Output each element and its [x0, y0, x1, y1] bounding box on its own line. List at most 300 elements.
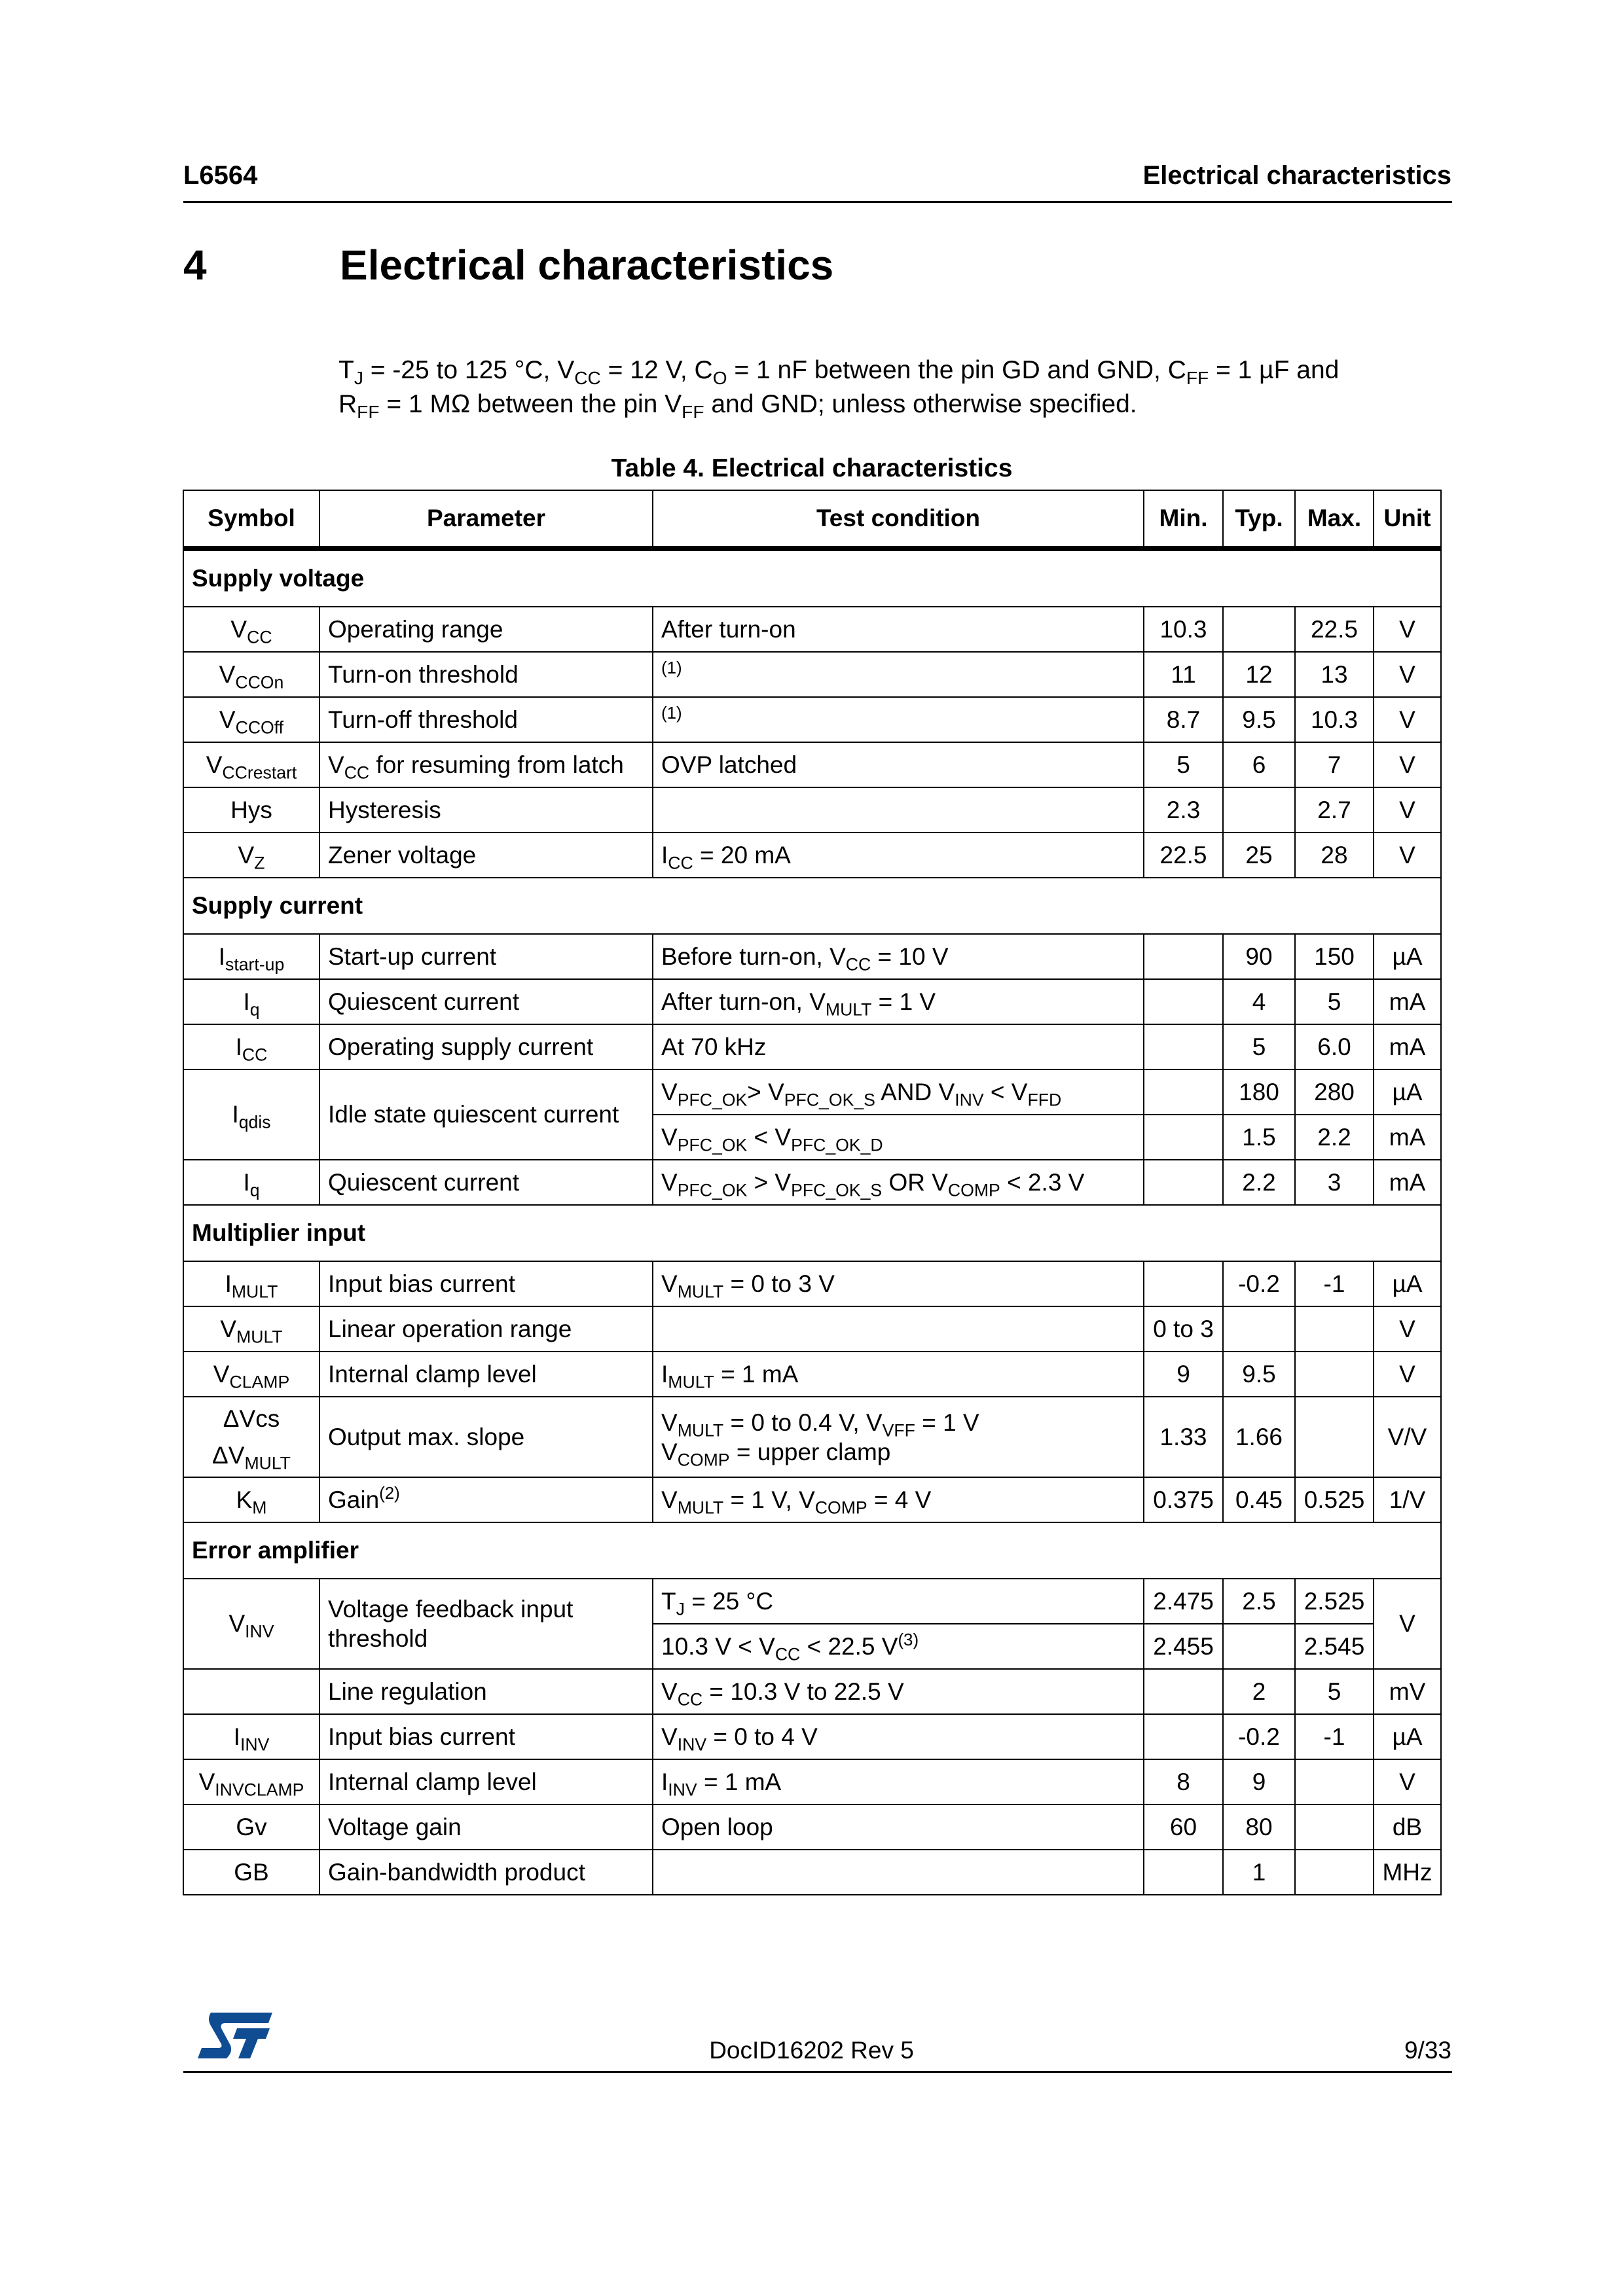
cell-max: 3: [1295, 1160, 1374, 1205]
text-run: for resuming from latch: [369, 751, 624, 778]
cell-test-condition: [653, 1160, 1144, 1205]
cell-symbol: [183, 1477, 319, 1522]
table-row: [183, 1397, 1441, 1477]
cell-min: 8.7: [1144, 697, 1223, 742]
subscript: MULT: [677, 1282, 724, 1302]
table-row: [183, 652, 1441, 697]
text-run: V: [206, 751, 223, 778]
cell-unit: V: [1374, 1352, 1441, 1397]
cell-max: 22.5: [1295, 607, 1374, 652]
subscript: start-up: [225, 954, 285, 975]
cell-test-condition: [653, 1261, 1144, 1306]
text-run: = 20 mA: [693, 841, 791, 869]
cell-typ: 9.5: [1223, 1352, 1295, 1397]
text-run: = 0 to 4 V: [706, 1723, 818, 1750]
footnote-ref: (2): [379, 1484, 400, 1503]
text-run: V: [219, 660, 236, 688]
subscript: Z: [254, 853, 265, 873]
cell-min: 1.33: [1144, 1397, 1223, 1477]
table-row: [183, 697, 1441, 742]
text-run: Voltage feedback input threshold: [328, 1596, 574, 1652]
cell-min: 10.3: [1144, 607, 1223, 652]
cell-parameter: [319, 934, 653, 979]
cell-unit: V: [1374, 652, 1441, 697]
text-run: I: [661, 841, 668, 869]
text-run: V: [228, 1610, 246, 1637]
cell-typ: -0.2: [1223, 1261, 1295, 1306]
cell-unit: V: [1374, 833, 1441, 878]
subscript: CC: [775, 1644, 801, 1664]
text-run: = 1 MΩ between the pin V: [379, 390, 682, 418]
subscript: J: [676, 1599, 685, 1619]
cell-unit: V: [1374, 787, 1441, 833]
cell-min: [1144, 934, 1223, 979]
text-run: > V: [747, 1168, 792, 1196]
cell-unit: V: [1374, 697, 1441, 742]
cell-max: 6.0: [1295, 1024, 1374, 1069]
text-run: Idle state quiescent current: [328, 1101, 619, 1128]
cell-max: 0.525: [1295, 1477, 1374, 1522]
table-row: [183, 1352, 1441, 1397]
cell-unit: µA: [1374, 1714, 1441, 1759]
cell-test-condition: [653, 1024, 1144, 1069]
text-run: Gv: [236, 1813, 267, 1840]
text-run: V: [661, 1486, 678, 1513]
cell-min: 2.455: [1144, 1624, 1223, 1669]
cell-min: [1144, 1714, 1223, 1759]
subscript: O: [712, 367, 727, 388]
footnote-ref: (1): [661, 704, 682, 723]
cell-typ: 12: [1223, 652, 1295, 697]
text-run: Operating range: [328, 615, 503, 643]
text-run: and GND; unless otherwise specified.: [704, 390, 1137, 418]
cell-parameter: [319, 1160, 653, 1205]
subscript: MULT: [236, 1327, 283, 1347]
cell-test-condition: [653, 1397, 1144, 1477]
text-run: Start-up current: [328, 942, 497, 970]
cell-min: 5: [1144, 742, 1223, 787]
text-run: I: [218, 942, 225, 970]
cell-test-condition: [653, 1477, 1144, 1522]
cell-unit: V: [1374, 742, 1441, 787]
text-run: V: [661, 1270, 678, 1297]
subscript: COMP: [814, 1498, 867, 1518]
table-header-row: [183, 490, 1441, 548]
page-header-product: L6564: [183, 161, 258, 190]
text-run: = 1 V: [871, 988, 936, 1015]
text-run: = -25 to 125 °C, V: [363, 356, 575, 384]
cell-max: 10.3: [1295, 697, 1374, 742]
cell-unit: V: [1374, 607, 1441, 652]
subscript: INV: [955, 1090, 984, 1110]
text-run: After turn-on, V: [661, 988, 826, 1015]
cell-max: -1: [1295, 1261, 1374, 1306]
cell-typ: [1223, 1624, 1295, 1669]
text-run: After turn-on: [661, 615, 796, 643]
cell-min: 60: [1144, 1804, 1223, 1850]
table-row: [183, 1477, 1441, 1522]
text-run: V: [219, 706, 236, 733]
cell-typ: 1.5: [1223, 1115, 1295, 1160]
cell-max: 28: [1295, 833, 1374, 878]
cell-symbol: [183, 1714, 319, 1759]
cell-test-condition: [653, 833, 1144, 878]
subscript: qdis: [238, 1112, 271, 1132]
col-header-parameter: Parameter: [319, 490, 653, 548]
cell-unit: µA: [1374, 1261, 1441, 1306]
cell-symbol: [183, 742, 319, 787]
cell-unit: MHz: [1374, 1850, 1441, 1895]
footnote-ref: (1): [661, 658, 682, 677]
cell-parameter: [319, 742, 653, 787]
text-run: I: [233, 1723, 240, 1750]
cell-parameter: [319, 1306, 653, 1352]
text-run: T: [661, 1587, 676, 1615]
text-run: Input bias current: [328, 1723, 515, 1750]
cell-max: 2.2: [1295, 1115, 1374, 1160]
text-run: Internal clamp level: [328, 1360, 537, 1388]
subscript: CC: [242, 1045, 268, 1065]
subscript: VFF: [882, 1420, 915, 1441]
table-row: [183, 979, 1441, 1024]
text-run: V: [213, 1360, 230, 1388]
cell-unit: mV: [1374, 1669, 1441, 1714]
cell-min: [1144, 1669, 1223, 1714]
text-run: V: [238, 841, 255, 869]
cell-parameter: [319, 1024, 653, 1069]
cell-max: [1295, 1850, 1374, 1895]
cell-min: 22.5: [1144, 833, 1223, 878]
subscript: PFC_OK: [677, 1135, 748, 1155]
text-run: V: [198, 1768, 215, 1795]
subscript: FF: [682, 401, 704, 422]
footnote-ref: (3): [898, 1630, 919, 1649]
cell-typ: 9: [1223, 1759, 1295, 1804]
text-run: T: [338, 356, 354, 384]
text-run: = 4 V: [867, 1486, 932, 1513]
text-run: = 1 nF between the pin GD and GND, C: [727, 356, 1186, 384]
cell-unit: mA: [1374, 1115, 1441, 1160]
text-run: OR V: [882, 1168, 948, 1196]
text-run: Gain-bandwidth product: [328, 1858, 585, 1886]
cell-symbol: [183, 607, 319, 652]
text-run: V: [230, 615, 247, 643]
subscript: PFC_OK_S: [791, 1180, 883, 1200]
cell-typ: 9.5: [1223, 697, 1295, 742]
text-run: At 70 kHz: [661, 1033, 767, 1060]
intro-conditions: [338, 353, 1451, 422]
cell-max: 2.7: [1295, 787, 1374, 833]
text-run: Input bias current: [328, 1270, 515, 1297]
subscript: FF: [357, 401, 380, 422]
cell-unit: mA: [1374, 1024, 1441, 1069]
text-run: I: [235, 1033, 242, 1060]
table-row: [183, 1024, 1441, 1069]
text-run: R: [338, 390, 357, 418]
text-run: = 10 V: [871, 942, 949, 970]
col-header-max: Max.: [1295, 490, 1374, 548]
cell-max: 150: [1295, 934, 1374, 979]
subscript: COMP: [947, 1180, 1000, 1200]
text-run: Zener voltage: [328, 841, 477, 869]
cell-symbol: [183, 1804, 319, 1850]
text-run: V: [661, 1078, 678, 1105]
cell-test-condition: [653, 1850, 1144, 1895]
cell-symbol: [183, 1759, 319, 1804]
subscript: J: [354, 367, 363, 388]
cell-test-condition: [653, 1714, 1144, 1759]
cell-symbol: [183, 1160, 319, 1205]
intro-line-2: [338, 387, 1451, 422]
cell-typ: 2.2: [1223, 1160, 1295, 1205]
subscript: CC: [247, 627, 272, 647]
subscript: PFC_OK: [677, 1180, 748, 1200]
text-run: I: [232, 1101, 239, 1128]
cell-min: [1144, 1160, 1223, 1205]
subscript: INV: [245, 1621, 274, 1641]
cell-typ: -0.2: [1223, 1714, 1295, 1759]
text-run: = 1 mA: [714, 1360, 799, 1388]
table-row: [183, 1261, 1441, 1306]
subscript: FF: [1186, 367, 1209, 388]
cell-max: 13: [1295, 652, 1374, 697]
col-header-min: Min.: [1144, 490, 1223, 548]
cell-parameter: [319, 1397, 653, 1477]
text-run: Hysteresis: [328, 796, 441, 823]
text-run: ΔV: [212, 1441, 245, 1469]
subscript: CC: [677, 1689, 703, 1710]
cell-typ: 1: [1223, 1850, 1295, 1895]
text-run: V: [328, 751, 344, 778]
cell-test-condition: [653, 1759, 1144, 1804]
cell-symbol: [183, 1669, 319, 1714]
cell-unit: µA: [1374, 934, 1441, 979]
section-row: [183, 1522, 1441, 1579]
table-body: [183, 548, 1441, 1895]
cell-unit: V: [1374, 1579, 1441, 1669]
cell-parameter: [319, 1804, 653, 1850]
text-run: K: [236, 1486, 253, 1513]
text-run: I: [661, 1360, 668, 1388]
subscript: CC: [574, 367, 601, 388]
text-run: V: [661, 1438, 678, 1465]
cell-min: [1144, 1069, 1223, 1115]
cell-test-condition: [653, 1115, 1144, 1160]
table-row: [183, 1804, 1441, 1850]
text-run: 10.3 V < V: [661, 1632, 775, 1660]
cell-parameter: [319, 979, 653, 1024]
section-row: [183, 878, 1441, 934]
section-title: Supply current: [183, 878, 1441, 934]
col-header-unit: Unit: [1374, 490, 1441, 548]
cell-typ: 4: [1223, 979, 1295, 1024]
cell-parameter: [319, 1579, 653, 1669]
cell-unit: mA: [1374, 1160, 1441, 1205]
cell-parameter: [319, 607, 653, 652]
text-run: = 1 mA: [697, 1768, 782, 1795]
section-title: Error amplifier: [183, 1522, 1441, 1579]
cell-unit: µA: [1374, 1069, 1441, 1115]
footer-page-number: 9/33: [1404, 2037, 1451, 2064]
electrical-characteristics-table: [183, 490, 1442, 1895]
cell-test-condition: [653, 607, 1144, 652]
cell-parameter: [319, 1352, 653, 1397]
text-run: < V: [983, 1078, 1028, 1105]
text-run: Voltage gain: [328, 1813, 462, 1840]
subscript: CC: [845, 954, 871, 975]
intro-line-1: [338, 353, 1451, 387]
cell-symbol: [183, 652, 319, 697]
subscript: MULT: [677, 1420, 724, 1441]
cell-typ: 6: [1223, 742, 1295, 787]
cell-parameter: [319, 1759, 653, 1804]
text-run: Turn-on threshold: [328, 660, 519, 688]
footer-doc-id: DocID16202 Rev 5: [709, 2037, 914, 2064]
cell-min: [1144, 1261, 1223, 1306]
text-run: I: [225, 1270, 232, 1297]
subscript: PFC_OK_S: [784, 1090, 875, 1110]
cell-symbol: [183, 1352, 319, 1397]
table-row: [183, 1850, 1441, 1895]
condition-line: [661, 1408, 1135, 1441]
section-row: [183, 1205, 1441, 1261]
col-header-typ: Typ.: [1223, 490, 1295, 548]
text-run: = 10.3 V to 22.5 V: [702, 1677, 904, 1705]
cell-test-condition: [653, 934, 1144, 979]
cell-max: 5: [1295, 1669, 1374, 1714]
cell-typ: 2.5: [1223, 1579, 1295, 1624]
subscript: CCOff: [235, 717, 284, 738]
col-header-symbol: Symbol: [183, 490, 319, 548]
cell-test-condition: [653, 979, 1144, 1024]
cell-parameter: [319, 1261, 653, 1306]
table-row: [183, 934, 1441, 979]
text-run: I: [243, 1168, 250, 1196]
cell-min: 0.375: [1144, 1477, 1223, 1522]
cell-unit: V: [1374, 1306, 1441, 1352]
table-row: [183, 1669, 1441, 1714]
cell-test-condition: [653, 697, 1144, 742]
cell-test-condition: [653, 1352, 1144, 1397]
cell-min: 11: [1144, 652, 1223, 697]
cell-symbol: [183, 1024, 319, 1069]
condition-line: [661, 1437, 1135, 1470]
cell-min: [1144, 1850, 1223, 1895]
cell-test-condition: [653, 787, 1144, 833]
subscript: INVCLAMP: [215, 1780, 304, 1800]
page-header-section: Electrical characteristics: [1142, 161, 1451, 190]
cell-min: 2.3: [1144, 787, 1223, 833]
cell-test-condition: [653, 1804, 1144, 1850]
col-header-test-condition: Test condition: [653, 490, 1144, 548]
section-number: 4: [183, 242, 207, 289]
subscript: CC: [344, 762, 370, 783]
cell-typ: 25: [1223, 833, 1295, 878]
section-title: Multiplier input: [183, 1205, 1441, 1261]
cell-min: [1144, 979, 1223, 1024]
text-run: V: [661, 1408, 678, 1436]
cell-parameter: [319, 652, 653, 697]
text-run: Before turn-on, V: [661, 942, 846, 970]
cell-min: 2.475: [1144, 1579, 1223, 1624]
cell-parameter: [319, 833, 653, 878]
cell-min: [1144, 1115, 1223, 1160]
subscript: MULT: [231, 1282, 278, 1302]
text-run: = 12 V, C: [600, 356, 713, 384]
subscript: PFC_OK_D: [791, 1135, 883, 1155]
cell-max: [1295, 1352, 1374, 1397]
text-run: = upper clamp: [729, 1438, 891, 1465]
cell-min: 8: [1144, 1759, 1223, 1804]
cell-typ: 0.45: [1223, 1477, 1295, 1522]
cell-unit: V/V: [1374, 1397, 1441, 1477]
table-row: [183, 607, 1441, 652]
cell-min: [1144, 1024, 1223, 1069]
cell-typ: 180: [1223, 1069, 1295, 1115]
subscript: INV: [677, 1734, 707, 1755]
text-run: Open loop: [661, 1813, 773, 1840]
cell-symbol: [183, 1261, 319, 1306]
text-run: = 0 to 3 V: [723, 1270, 835, 1297]
cell-max: 7: [1295, 742, 1374, 787]
footer-divider: [183, 2071, 1452, 2073]
cell-symbol: [183, 787, 319, 833]
subscript: PFC_OK: [677, 1090, 748, 1110]
subscript: INV: [240, 1734, 270, 1755]
text-run: Output max. slope: [328, 1423, 525, 1450]
text-run: Line regulation: [328, 1677, 487, 1705]
cell-test-condition: [653, 1069, 1144, 1115]
cell-symbol: [183, 1069, 319, 1160]
cell-typ: 1.66: [1223, 1397, 1295, 1477]
cell-max: [1295, 1306, 1374, 1352]
cell-test-condition: [653, 1579, 1144, 1624]
cell-parameter: [319, 787, 653, 833]
cell-typ: 5: [1223, 1024, 1295, 1069]
text-run: Operating supply current: [328, 1033, 594, 1060]
subscript: COMP: [677, 1450, 730, 1470]
subscript: q: [249, 1180, 260, 1200]
text-run: < 22.5 V: [800, 1632, 898, 1660]
cell-unit: dB: [1374, 1804, 1441, 1850]
section-title: Electrical characteristics: [340, 242, 834, 289]
subscript: MULT: [668, 1372, 714, 1392]
cell-max: [1295, 1759, 1374, 1804]
cell-max: 280: [1295, 1069, 1374, 1115]
subscript: FFD: [1027, 1090, 1062, 1110]
table-row: [183, 1714, 1441, 1759]
text-run: = 1 µF and: [1209, 356, 1340, 384]
table-row: [183, 787, 1441, 833]
section-row: [183, 548, 1441, 607]
section-title: Supply voltage: [183, 548, 1441, 607]
text-run: = 0 to 0.4 V, V: [723, 1408, 883, 1436]
cell-typ: 80: [1223, 1804, 1295, 1850]
subscript: MULT: [825, 999, 872, 1020]
subscript: MULT: [677, 1498, 724, 1518]
cell-symbol: [183, 1397, 319, 1477]
text-run: V: [661, 1168, 678, 1196]
text-run: V: [661, 1123, 678, 1151]
cell-typ: [1223, 1306, 1295, 1352]
cell-test-condition: [653, 1624, 1144, 1669]
text-run: OVP latched: [661, 751, 797, 778]
cell-symbol: [183, 1850, 319, 1895]
text-run: V: [661, 1723, 678, 1750]
text-run: < 2.3 V: [1000, 1168, 1085, 1196]
cell-symbol: [183, 934, 319, 979]
cell-typ: [1223, 607, 1295, 652]
